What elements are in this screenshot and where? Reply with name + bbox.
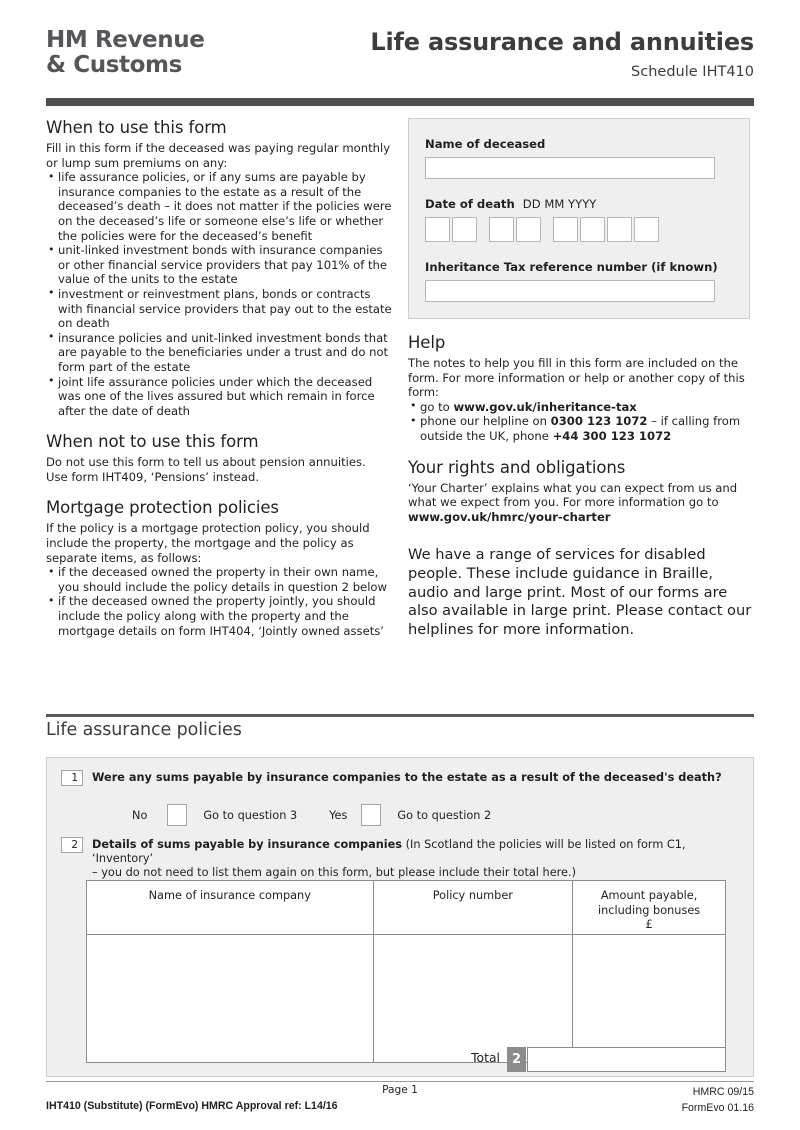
list-item: • if the deceased owned the property in their own name, you should include the policy details in question 2 below <box>46 565 392 594</box>
yes-checkbox[interactable] <box>361 804 381 826</box>
page-number: Page 1 <box>382 1084 418 1096</box>
question-1-text: Were any sums payable by insurance companies to the estate as a result of the deceased's death? <box>92 771 722 784</box>
section-divider <box>46 714 754 717</box>
cell-amount-input[interactable] <box>573 934 726 1062</box>
left-column <box>46 118 392 638</box>
name-of-deceased-label: Name of deceased <box>425 137 546 151</box>
list-item: • unit-linked investment bonds with insurance companies or other financial service providers that pay 101% of the value of the units to the estate <box>46 243 392 287</box>
international-helpline-number: +44 300 123 1072 <box>552 428 672 443</box>
table-row <box>87 934 726 1062</box>
cell-company-input[interactable] <box>87 934 374 1062</box>
list-item: • life assurance policies, or if any sums are payable by insurance companies to the estate as a result of the deceased’s death – it does not matter if the policies were on the deceased’s life or someone else’s life or whether the policies were for the deceased’s benefit <box>46 170 392 243</box>
list-item: • insurance policies and unit-linked investment bonds that are payable to the beneficiaries under a trust and do not form part of the estate <box>46 331 392 375</box>
dod-year-box-1[interactable] <box>553 217 578 242</box>
list-item: • joint life assurance policies under which the deceased was one of the lives assured but which remain in force after the date of death <box>46 375 392 419</box>
yes-goto-label: Go to question 2 <box>397 808 492 822</box>
iht-reference-input[interactable] <box>425 280 715 302</box>
column-header-company: Name of insurance company <box>87 881 374 935</box>
logo-line-1: HM Revenue <box>46 27 205 53</box>
rights-heading: Your rights and obligations <box>408 457 626 477</box>
cell-policy-number-input[interactable] <box>373 934 573 1062</box>
yes-label: Yes <box>329 808 348 822</box>
iht-reference-label: Inheritance Tax reference number (if known) <box>425 260 718 274</box>
list-item: • investment or reinvestment plans, bonds or contracts with financial service providers that pay out to the estate on death <box>46 287 392 331</box>
inheritance-tax-link[interactable]: www.gov.uk/inheritance-tax <box>453 399 637 414</box>
hmrc-logo <box>46 28 204 78</box>
help-section <box>408 333 754 444</box>
policies-table <box>86 880 726 1063</box>
disabled-services-note: We have a range of services for disabled people. These include guidance in Braille, audio and large print. Most of our forms are also available in large print. Please contact our helplines for more information. <box>408 546 752 638</box>
total-amount-input[interactable] <box>527 1047 726 1072</box>
when-not-to-use-heading: When not to use this form <box>46 432 259 452</box>
title-block <box>370 28 754 81</box>
form-version-block <box>682 1084 754 1116</box>
date-of-death-boxes <box>425 217 733 242</box>
when-not-to-use-line-1: Do not use this form to tell us about pension annuities. <box>46 455 366 470</box>
dod-year-box-3[interactable] <box>607 217 632 242</box>
page-title: Life assurance and annuities <box>370 28 754 56</box>
column-header-policy-number: Policy number <box>373 881 573 935</box>
rights-section <box>408 458 754 525</box>
help-list <box>408 400 754 444</box>
header-divider <box>46 98 754 106</box>
when-not-to-use-line-2: Use form IHT409, ‘Pensions’ instead. <box>46 469 260 484</box>
help-intro: The notes to help you fill in this form are included on the form. For more information or help or another copy of this form: <box>408 356 745 400</box>
footer-divider <box>46 1081 754 1082</box>
name-of-deceased-input[interactable] <box>425 157 715 179</box>
your-charter-link[interactable]: www.gov.uk/hmrc/your-charter <box>408 509 611 524</box>
questions-panel <box>46 757 754 1077</box>
list-item: • phone our helpline on 0300 123 1072 – if calling from outside the UK, phone +44 300 123 1072 <box>408 414 754 443</box>
form-approval-ref: IHT410 (Substitute) (FormEvo) HMRC Approval ref: L14/16 <box>46 1100 338 1112</box>
formevo-version: FormEvo 01.16 <box>681 1102 754 1114</box>
no-goto-label: Go to question 3 <box>203 808 298 822</box>
total-box-number-badge: 2 <box>507 1047 526 1072</box>
life-assurance-policies-heading: Life assurance policies <box>46 720 242 740</box>
when-to-use-list <box>46 170 392 418</box>
question-2-note-line-1: (In Scotland the policies will be listed on form C1, ‘Inventory’ <box>92 838 686 865</box>
question-2-number: 2 <box>61 837 83 853</box>
help-heading: Help <box>408 333 446 352</box>
schedule-label: Schedule IHT410 <box>631 64 754 80</box>
no-checkbox[interactable] <box>167 804 187 826</box>
total-label: Total <box>471 1050 500 1065</box>
amount-line-1: Amount payable, <box>600 889 698 902</box>
rights-body: ‘Your Charter’ explains what you can expect from us and what we expect from you. For more information go to www.gov.uk/hmrc/your-charter <box>408 480 738 524</box>
page-header <box>46 28 754 90</box>
question-2-bold-text: Details of sums payable by insurance companies <box>92 838 403 851</box>
date-of-death-hint: DD MM YYYY <box>522 197 597 211</box>
right-column <box>408 118 754 639</box>
helpline-number: 0300 123 1072 <box>550 414 648 429</box>
dod-year-box-4[interactable] <box>634 217 659 242</box>
mortgage-list <box>46 565 392 638</box>
dod-month-box-2[interactable] <box>516 217 541 242</box>
dod-day-box-2[interactable] <box>452 217 477 242</box>
mortgage-heading: Mortgage protection policies <box>46 498 279 518</box>
hmrc-version: HMRC 09/15 <box>692 1086 754 1098</box>
when-to-use-intro: Fill in this form if the deceased was paying regular monthly or lump sum premiums on any: <box>46 141 391 170</box>
logo-line-2: & Customs <box>46 52 182 78</box>
when-to-use-heading: When to use this form <box>46 118 227 137</box>
amount-currency-symbol: £ <box>645 918 653 931</box>
page-footer <box>46 1084 754 1124</box>
list-item: • go to www.gov.uk/inheritance-tax <box>408 400 754 415</box>
mortgage-intro: If the policy is a mortgage protection policy, you should include the property, the mortgage and the policy as separate items, as follows: <box>46 521 370 565</box>
dod-year-box-2[interactable] <box>580 217 605 242</box>
amount-line-2: including bonuses <box>598 903 701 917</box>
no-label: No <box>132 808 148 822</box>
question-1-answer-row <box>132 804 491 826</box>
dod-month-box-1[interactable] <box>489 217 514 242</box>
list-item: • if the deceased owned the property jointly, you should include the policy along with the property and the mortgage details on form IHT404, ‘Jointly owned assets’ <box>46 594 392 638</box>
question-1-number: 1 <box>61 770 83 786</box>
date-of-death-label: Date of death DD MM YYYY <box>425 197 597 211</box>
question-2-note-line-2: – you do not need to list them again on this form, but please include their total here.) <box>92 866 576 879</box>
column-header-amount <box>573 881 726 935</box>
deceased-details-panel <box>408 118 750 319</box>
question-2-text <box>92 838 742 880</box>
dod-day-box-1[interactable] <box>425 217 450 242</box>
table-header-row <box>87 881 726 935</box>
